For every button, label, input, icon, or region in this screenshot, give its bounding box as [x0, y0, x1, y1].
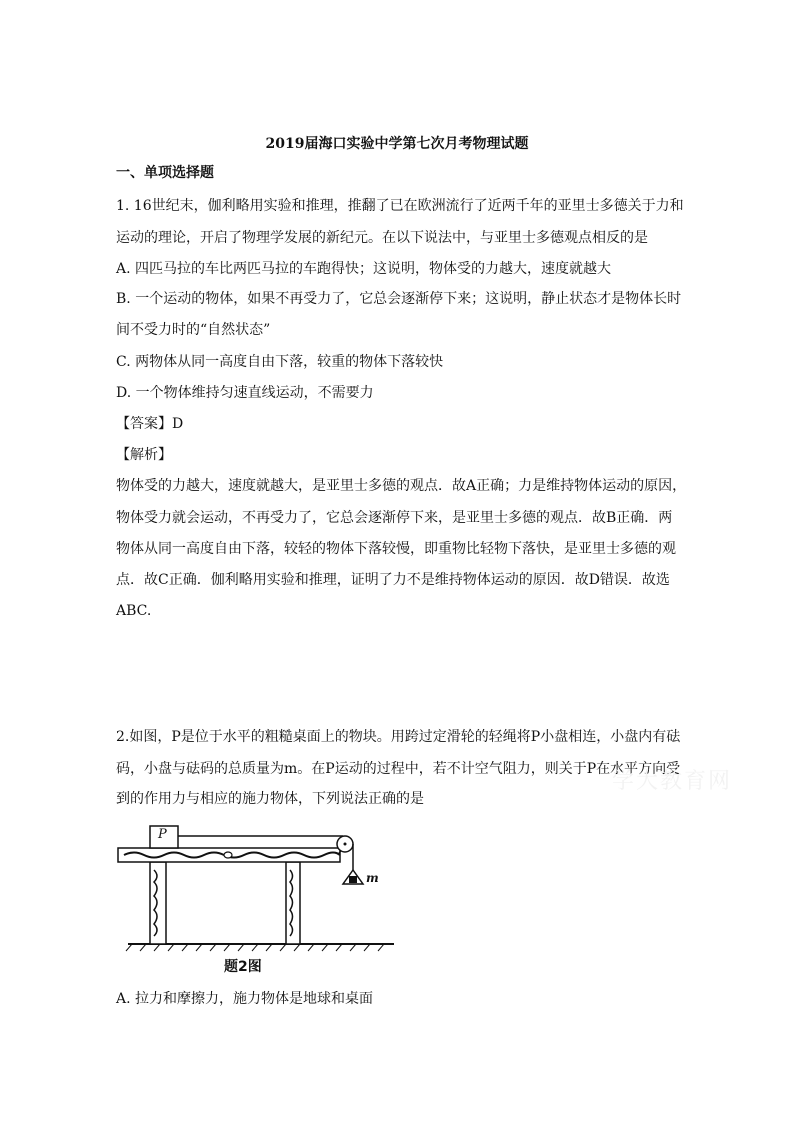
q1-answer: 【答案】D [116, 416, 184, 432]
q2-stem-line2: 码，小盘与砝码的总质量为m。在P运动的过程中，若不计空气阻力，则关于P在水平方向受 [116, 761, 681, 777]
q1-analysis-label: 【解析】 [116, 447, 172, 463]
figure-label-m: m [366, 871, 379, 885]
section-heading: 一、单项选择题 [116, 165, 214, 181]
page-title: 2019届海口实验中学第七次月考物理试题 [265, 136, 529, 152]
q1-analysis-line3: 物体从同一高度自由下落，较轻的物体下落较慢，即重物比轻物下落快，是亚里士多德的观 [116, 541, 676, 557]
q2-stem-line3: 到的作用力与相应的施力物体，下列说法正确的是 [116, 791, 424, 807]
figure-label-p: P [158, 827, 167, 842]
q2-stem-line1: 2.如图，P是位于水平的粗糙桌面上的物块。用跨过定滑轮的轻绳将P小盘相连，小盘内有砝 [116, 729, 681, 745]
q1-option-d: D. 一个物体维持匀速直线运动，不需要力 [116, 385, 374, 401]
q1-analysis-line1: 物体受的力越大，速度就越大，是亚里士多德的观点．故A正确；力是维持物体运动的原因， [116, 478, 687, 494]
watermark: 学大教育网 [612, 769, 733, 794]
q1-option-c: C. 两物体从同一高度自由下落，较重的物体下落较快 [116, 354, 444, 370]
q1-analysis-line2: 物体受力就会运动，不再受力了，它总会逐渐停下来，是亚里士多德的观点．故B正确．两 [116, 510, 673, 526]
q1-option-b-line1: B. 一个运动的物体，如果不再受力了，它总会逐渐停下来；这说明，静止状态才是物体长时 [116, 291, 682, 307]
q1-stem-line1: 1. 16世纪末，伽利略用实验和推理，推翻了已在欧洲流行了近两千年的亚里士多德关于力和 [116, 198, 684, 214]
table-pulley-diagram [110, 818, 410, 978]
q1-stem-line2: 运动的理论，开启了物理学发展的新纪元。在以下说法中，与亚里士多德观点相反的是 [116, 230, 648, 246]
q1-analysis-line5: ABC. [116, 603, 152, 619]
q1-option-a: A. 四匹马拉的车比两匹马拉的车跑得快；这说明，物体受的力越大，速度就越大 [116, 261, 612, 277]
q1-analysis-line4: 点．故C正确．伽利略用实验和推理，证明了力不是维持物体运动的原因．故D错误．故选 [116, 572, 670, 588]
ground-hatch [126, 944, 384, 951]
table-leg-left [150, 862, 166, 944]
figure-caption: 题2图 [224, 959, 262, 975]
q2-option-a: A. 拉力和摩擦力，施力物体是地球和桌面 [116, 991, 374, 1007]
q2-figure [110, 818, 410, 978]
q1-option-b-line2: 间不受力时的“自然状态” [116, 322, 271, 338]
